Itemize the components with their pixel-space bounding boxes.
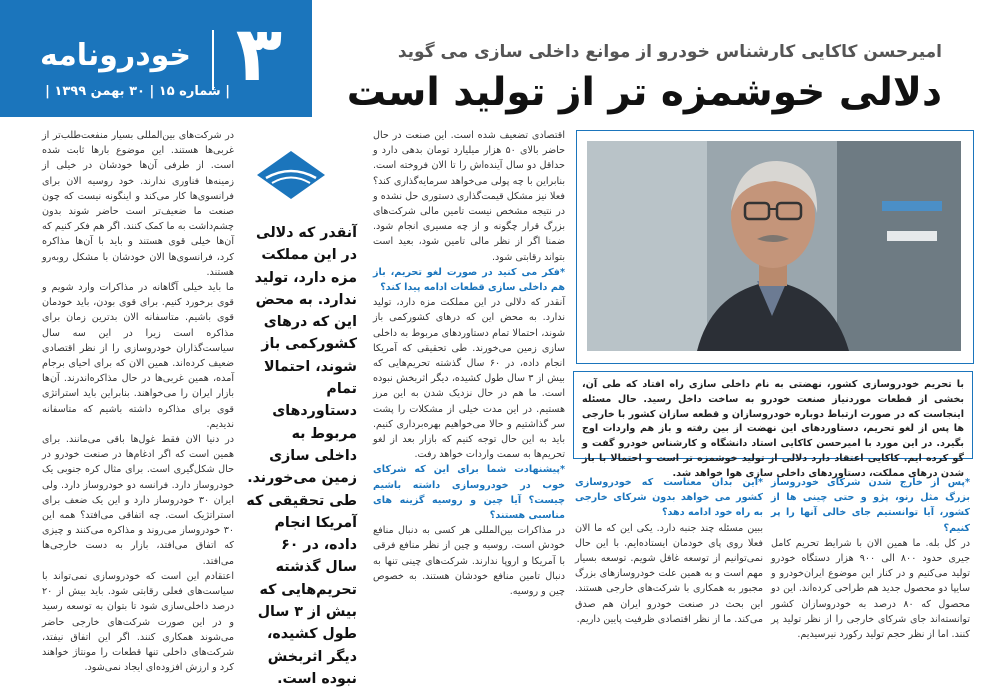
paragraph: اقتصادی تضعیف شده است. این صنعت در حال حاضر بالای ۵۰ هزار میلیارد تومان بدهی دارد و حداقل دو سال آینده‌اش را تا الان فروخته است. بنابراین با چه پولی می‌خواهد سرمایه‌گذاری کند؟ فعلا نیز مشکل قیمت‌گذاری دستوری حل نشده و در نتیجه مشخص نیست تامین مالی شرکت‌های بزرگ قرار چگونه و از چه مسیری انجام شود. ضمنا اگر از نظر مالی تامین شود، بعید است بتواند رقابتی شود. [373,130,565,263]
paragraph: ببین مسئله چند جنبه دارد. یکی این که ما الان فعلا روی پای خودمان ایستاده‌ایم. با این حال نمی‌توانیم از توسعه غافل شویم. توسعه بسیار مهم است و به همین علت خودروسازهای بزرگ مجبور به همکاری با شرکت‌های خارجی هستند. این بحث در صنعت خودرو ایران هم صدق می‌کند. ما از نظر اقتصادی ظرفیت پایین داریم. [575,522,763,625]
interview-question: *فکر می کنید در صورت لغو تحریم، باز هم داخلی سازی قطعات ادامه پیدا کند؟ [373,266,565,294]
text-column-left [42,128,234,674]
interview-question: *پیشنهادت شما برای این که شرکای خوب در خودروسازی داشته باشیم چیست؟ آیا چین و روسیه گزینه های مناسبی هستند؟ [373,464,565,522]
pull-quote: آنقدر که دلالی در این مملکت مزه دارد، تولید ندارد. به محض این که درهای کشورکمی باز شوند، احتمالا تمام دستاوردهای مربوط به داخلی سازی زمین می‌خورند. طی تحقیقی که آمریکا انجام داده، در ۶۰ سال گذشته تحریم‌هایی که بیش از ۳ سال طول کشیده، دیگر اثربخش نبوده است. [246,225,357,687]
interviewee-photo-frame [576,130,974,364]
paragraph: آنقدر که دلالی در این مملکت مزه دارد، تولید ندارد. به محض این که درهای کشورکمی باز شوند، احتمالا تمام دستاوردهای مربوط به داخلی سازی زمین می‌خورند. طی تحقیقی که آمریکا انجام داده، در ۶۰ سال گذشته تحریم‌هایی که بیش از ۳ سال طول کشیده، دیگر اثربخش نبوده است. ما هم در حال نزدیک شدن به این مرز هستیم. در این مدت خیلی از مشکلات را پشت سر گذاشتیم و حالا می‌خواهیم بهره‌برداری کنیم. باید به این حال توجه کنیم که بازار بعد از لغو تحریم‌ها به سمت واردات خواهد رفت. [373,297,565,461]
brand-logo-text: خودرونامه [40,38,192,73]
interview-question: *پس از خارج شدن شرکای خودروساز بزرگ مثل رنو، پژو و حتی چینی ها از کشور، آیا توانستیم جای خالی آنها را پر کنیم؟ [771,477,970,534]
text-column-right [771,475,970,668]
paragraph: در کل بله. ما همین الان با شرایط تحریم کامل جیری حدود ۸۰۰ الی ۹۰۰ هزار دستگاه خودرو تولید می‌کنیم و در کنار این موضوع ایران‌خودرو و سایپا دو محصول جدید هم طراحی کرده‌اند. این دو محصول که ۸۰ درصد به خودروسازان کشور توانسته‌اند جای شرکای خارجی را از نظر تولید پر کنند. اما از نظر حجم تولید رکورد نیرسیدیم. [771,537,971,641]
article-lead-box: با تحریم خودروسازی کشور، نهضتی به نام داخلی سازی راه افتاد که طی آن، بخشی از قطعات موردنیاز صنعت خودرو به ساخت داخل رسید. حال مسئله اینجاست که در صورت ارتباط دوباره خودروسازان و قطعه سازان کشور با خارجی ها پس از لغو تحریم، دستاوردهای این نهضت از بین رفته و باز هم واردات اوج بگیرد. در این مورد با امیرحسن کاکایی استاد دانشگاه و کارشناس خودرو گفت و گو کرده ایم. کاکایی اعتقاد دارد دلالی از تولید خوشمزه تر است و احتمالا با باز شدن درهای مملکت، دستاوردهای داخلی سازی هوا خواهد شد. [573,371,973,459]
masthead-divider [212,30,214,90]
page-number: ۳ [235,9,283,98]
paragraph: اعتقادم این است که خودروسازی نمی‌تواند با سیاست‌های فعلی رقابتی شود. باید بیش از ۲۰ درصد داخلی‌سازی شود تا بتوان به توسعه رسید و در این صورت شرکت‌های خارجی حاضر می‌شوند همکاری کنند. اگر این اتفاق نیفتد، شرکت‌های داخلی تنها قطعات را مونتاژ خواهند کرد و ارزش افزوده‌ای ایجاد نمی‌شود. [42,570,234,674]
article-headline: دلالی خوشمزه تر از تولید است [346,70,942,115]
article-kicker: امیرحسن کاکایی کارشناس خودرو از موانع داخلی سازی می گوید [397,42,942,62]
issue-info: | شماره ۱۵ | ۳۰ بهمن ۱۳۹۹ | [45,84,230,99]
paragraph: ما باید خیلی آگاهانه در مذاکرات وارد شویم و قوی برخورد کنیم. برای قوی بودن، باید خودمان قوی باشیم. متاسفانه الان بدترین زمان برای مذاکره است زیرا در این سه سال سیاست‌گذاران خودروسازی را از نظر اقتصادی ضعیف کرده‌اند. همین الان که برای احیای برجام آمده، همین غربی‌ها در حال مذاکره‌اندرند. آن‌ها بازار ایران را می‌خواهند. بنابراین باید استراتژی قوی برای مذاکره داشته باشیم که متاسفانه ندیدیم. [42,282,234,430]
paragraph: در مذاکرات بین‌المللی هر کسی به دنبال منافع خودش است. روسیه و چین از نظر منافع فرقی با آمریکا و اروپا ندارند. شرکت‌های چینی تنها به دنبال تامین منافع خودشان هستند. به خصوص چین و روسیه. [373,525,565,598]
text-column-center-right [575,475,763,668]
interviewee-photo [587,141,961,351]
text-column-middle [373,128,565,668]
masthead-banner [0,0,312,117]
interview-question: *این بدان معناست که خودروسازی کشور می خواهد بدون شرکای خارجی به راه خود ادامه دهد؟ [575,477,763,519]
paragraph: در شرکت‌های بین‌المللی بسیار منفعت‌طلب‌تر از غربی‌ها هستند. این موضوع بارها ثابت شده است. از طرفی آن‌ها خودشان در خیلی از زمینه‌ها فناوری ندارند. خود روسیه الان برای فرانسوی‌ها کار می‌کند و اینگونه نیست که چون صنعت ما ضعیف‌تر است حاضر شوند بدون چشم‌داشت به ما کمک کنند. اگر هم فکر کنیم که آن‌ها خیلی قوی هستند و باید با آن‌ها مذاکره کرد، فرانسوی‌ها الان خودشان با مشکل روبه‌رو هستند. [42,130,234,278]
paragraph: در دنیا الان فقط غول‌ها باقی می‌مانند. برای همین است که اگر ادغام‌ها در صنعت خودرو در حال شکل‌گیری است. برای مثال کره جنوبی یک خودروساز دارد. فرانسه دو خودروساز دارد. ولی ایران ۳۰ خودروساز دارد و این یک ضعف برای استراتژیک است. چه اتفاقی می‌افتد؟ همه این ۳۰ خودروساز می‌روند و مذاکره می‌کنند و چیزی که اتفاق می‌افتد، بازار به دست خارجی‌ها می‌افتد. [42,434,234,567]
diamond-logo-icon [256,150,326,200]
